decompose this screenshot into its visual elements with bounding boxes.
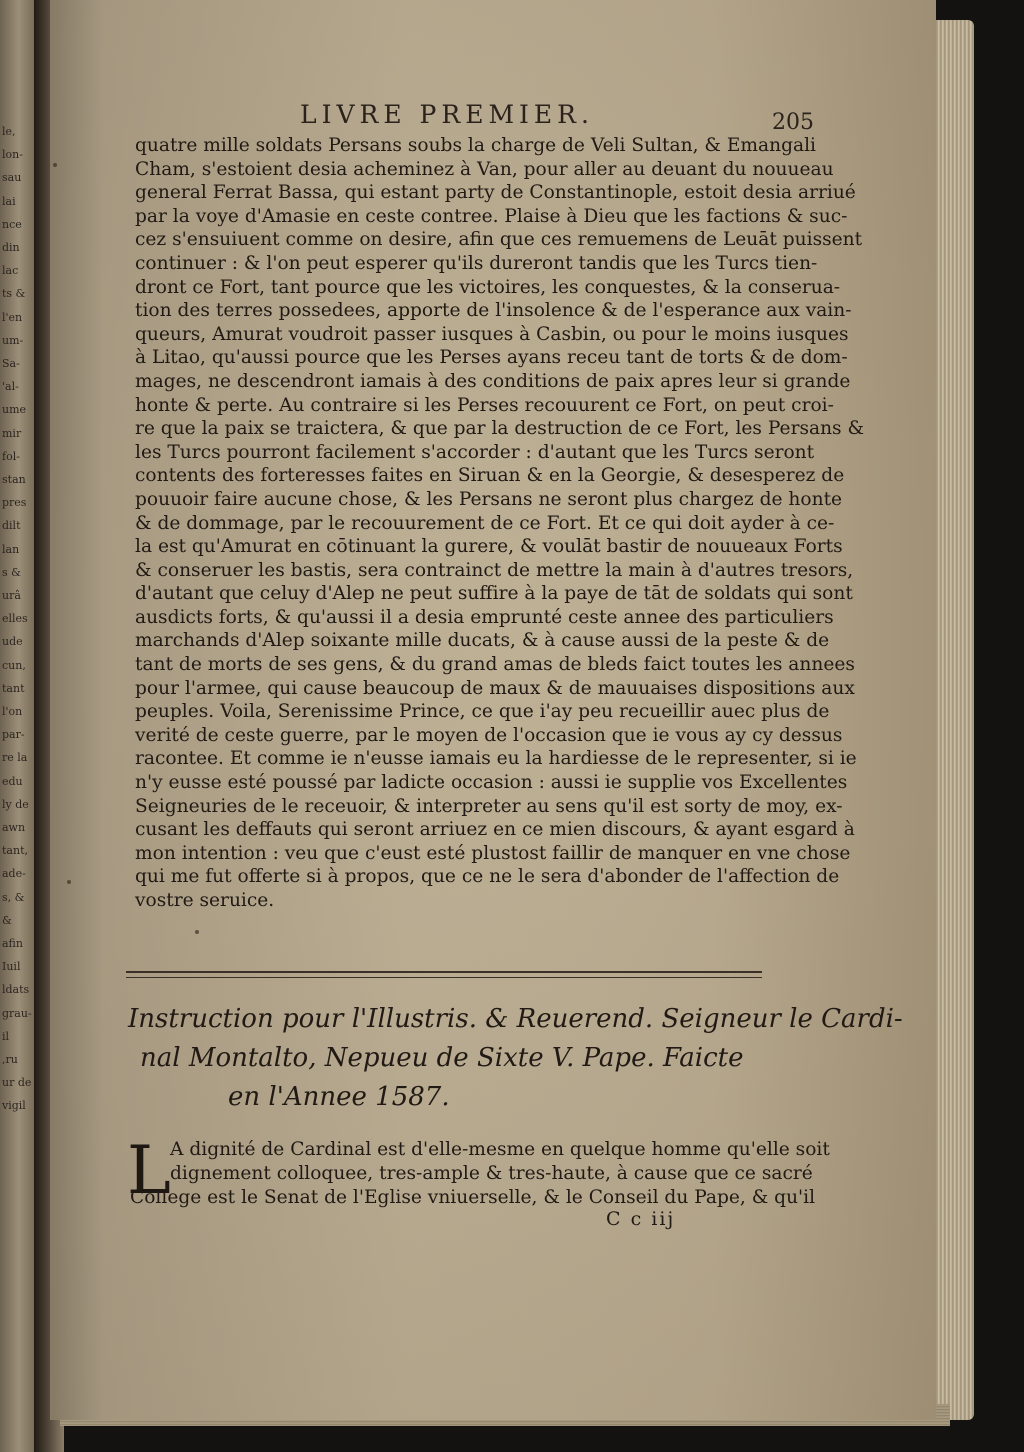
facing-page-fragment: sau [2,171,22,185]
facing-page-fragment: ume [2,403,27,417]
facing-page-fragment: par- [2,728,25,742]
heading-line: Instruction pour l'Illustris. & Reuerend. Seigneur le Cardi- [128,1004,903,1034]
facing-page-fragment: urâ [2,589,21,602]
page-number: 205 [772,110,814,135]
section-heading [128,1000,903,1117]
facing-page-fragment: Sa- [2,357,20,370]
facing-page-fragment: vigil [2,1099,26,1113]
facing-page-fragment: cun, [2,658,26,672]
body-text-line: queurs, Amurat voudroit passer iusques à Casbin, ou pour le moins iusques [135,323,849,345]
body-text-line: tant de morts de ses gens, & du grand amas de bleds faict toutes les annees [135,654,855,676]
facing-page-fragment: le, [2,125,16,138]
facing-page-fragment: ,ru [2,1053,18,1066]
heading-line: en l'Annee 1587. [228,1082,450,1112]
drop-cap: L [127,1132,171,1209]
ink-speck [195,930,199,934]
body-text-line: continuer : & l'on peut esperer qu'ils dureront tandis que les Turcs tien- [135,252,818,274]
facing-page-fragment: lac [2,264,19,278]
body-text-line: d'autant que celuy d'Alep ne peut suffire à la paye de tāt de soldats qui sont [135,583,853,605]
body-text-block [135,134,865,913]
facing-page-fragment: din [2,241,20,254]
body-text-line: les Turcs pourront facilement s'accorder : d'autant que les Turcs seront [135,441,815,463]
facing-page-fragment: afin [2,937,23,950]
paragraph-line: A dignité de Cardinal est d'elle-mesme en quelque homme qu'elle soit [170,1139,830,1160]
facing-page-fragment: elles [2,612,28,626]
facing-page-fragment: l'on [2,705,23,718]
body-text-line: n'y eusse esté poussé par ladicte occasion : aussi ie supplie vos Excellentes [135,772,848,794]
paragraph-line: dignement colloquee, tres-ample & tres-haute, à cause que ce sacré [170,1163,813,1184]
facing-page-fragment: s & [2,565,21,579]
facing-page-fragment: grau- [2,1006,32,1020]
facing-page-edge [0,0,34,1452]
body-text-line: racontee. Et comme ie n'eusse iamais eu la hardiesse de le representer, si ie [135,748,857,770]
body-text-line: dront ce Fort, tant pource que les victoires, les conquestes, & la conserua- [135,276,841,298]
facing-page-fragment: lan [2,542,20,556]
body-text-line: peuples. Voila, Serenissime Prince, ce que i'ay peu recueillir auec plus de [135,701,830,723]
facing-page-fragment: s, & [2,890,25,904]
signature-mark: C c iij [606,1208,676,1230]
body-text-line: mages, ne descendront iamais à des conditions de paix apres leur si grande [135,370,851,392]
facing-page-fragment: tant [2,681,25,695]
book-page [50,0,936,1420]
body-text-line: mon intention : veu que c'eust esté plustost faillir de manquer en vne chose [135,842,851,864]
ink-speck [53,163,57,167]
opening-paragraph [130,1138,830,1210]
facing-page-fragment: edu [2,774,23,788]
facing-page-fragment: dilt [2,519,21,533]
facing-page-fragment: Iuil [2,960,21,974]
facing-page-fragment: 'al- [2,380,19,394]
body-text-line: honte & perte. Au contraire si les Perses recouurent ce Fort, on peut croi- [135,394,834,416]
facing-page-fragment: nce [2,217,22,231]
body-text-line: verité de ceste guerre, par le moyen de l'occasion que ie vous ay cy dessus [135,724,843,746]
body-text-line: à Litao, qu'aussi pource que les Perses ayans receu tant de torts & de dom- [135,347,848,369]
body-text-line: Seigneuries de le receuoir, & interpreter au sens qu'il est sorty de moy, ex- [135,795,843,817]
body-text-line: contents des forteresses faites en Siruan & en la Georgie, & desesperez de [135,465,845,487]
facing-page-fragment: & [2,913,12,927]
facing-page-fragment: mir [2,426,22,440]
body-text-line: ausdicts forts, & qu'aussi il a desia emprunté ceste annee des particuliers [135,606,834,628]
page-stack-fore-edge [930,20,974,1420]
body-text-line: par la voye d'Amasie en ceste contree. Plaise à Dieu que les factions & suc- [135,205,848,227]
body-text-line: pouuoir faire aucune chose, & les Persans ne seront plus chargez de honte [135,488,843,510]
body-text-line: cez s'ensuiuent comme on desire, afin que ces remuemens de Leuāt puissent [135,229,863,251]
section-divider-rule-thin [126,977,762,978]
facing-page-fragment: re la [2,751,28,765]
facing-page-fragment: fol- [2,449,20,463]
facing-page-fragment: ly de [2,797,29,811]
facing-page-fragment: lai [2,194,16,208]
facing-page-fragment: ade- [2,867,26,881]
body-text-line: quatre mille soldats Persans soubs la charge de Veli Sultan, & Emangali [135,135,816,156]
body-text-line: marchands d'Alep soixante mille ducats, & à cause aussi de la peste & de [135,630,830,652]
facing-page-fragment: ude [2,635,23,649]
body-text-line: & conseruer les bastis, sera contrainct de mettre la main à d'autres tresors, [135,559,854,581]
facing-page-fragment: lon- [2,148,23,162]
heading-line: nal Montalto, Nepueu de Sixte V. Pape. Faicte [140,1043,744,1073]
body-text-line: & de dommage, par le recouurement de ce Fort. Et ce qui doit ayder à ce- [135,512,835,534]
body-text-line: vostre seruice. [135,890,275,911]
ink-speck [67,880,71,884]
body-text-line: tion des terres possedees, apporte de l'insolence & de l'esperance aux vain- [135,300,852,322]
body-text-line: cusant les deffauts qui seront arriuez en ce mien discours, & ayant esgard à [135,819,855,841]
facing-page-fragment: stan [2,473,26,486]
body-text-line: qui me fut offerte si à propos, que ce ne le sera d'abonder de l'affection de [135,866,840,888]
body-text-line: pour l'armee, qui cause beaucoup de maux & de mauuaises dispositions aux [135,677,855,699]
section-divider-rule [126,971,762,973]
body-text-line: re que la paix se traictera, & que par la destruction de ce Fort, les Persans & [135,418,865,440]
facing-page-fragment: awn [2,821,26,834]
facing-page-fragment: pres [2,496,27,510]
body-text-line: general Ferrat Bassa, qui estant party de Constantinople, estoit desia arriué [135,182,856,204]
facing-page-fragment: um- [2,333,24,347]
paragraph-line: College est le Senat de l'Eglise vniuerselle, & le Conseil du Pape, & qu'il [130,1187,816,1208]
facing-page-fragment: ur de [2,1076,32,1090]
facing-page-fragment: ldats [2,983,30,997]
running-title: LIVRE PREMIER. [300,100,594,129]
facing-page-fragment: ts & [2,287,26,301]
facing-page-fragment: l'en [2,310,23,324]
body-text-line: Cham, s'estoient desia acheminez à Van, pour aller au deuant du nouueau [135,158,834,180]
facing-page-fragment: il [2,1029,10,1043]
facing-page-fragment: tant, [2,844,28,858]
body-text-line: la est qu'Amurat en cōtinuant la gurere, & voulāt bastir de nouueaux Forts [135,536,843,558]
